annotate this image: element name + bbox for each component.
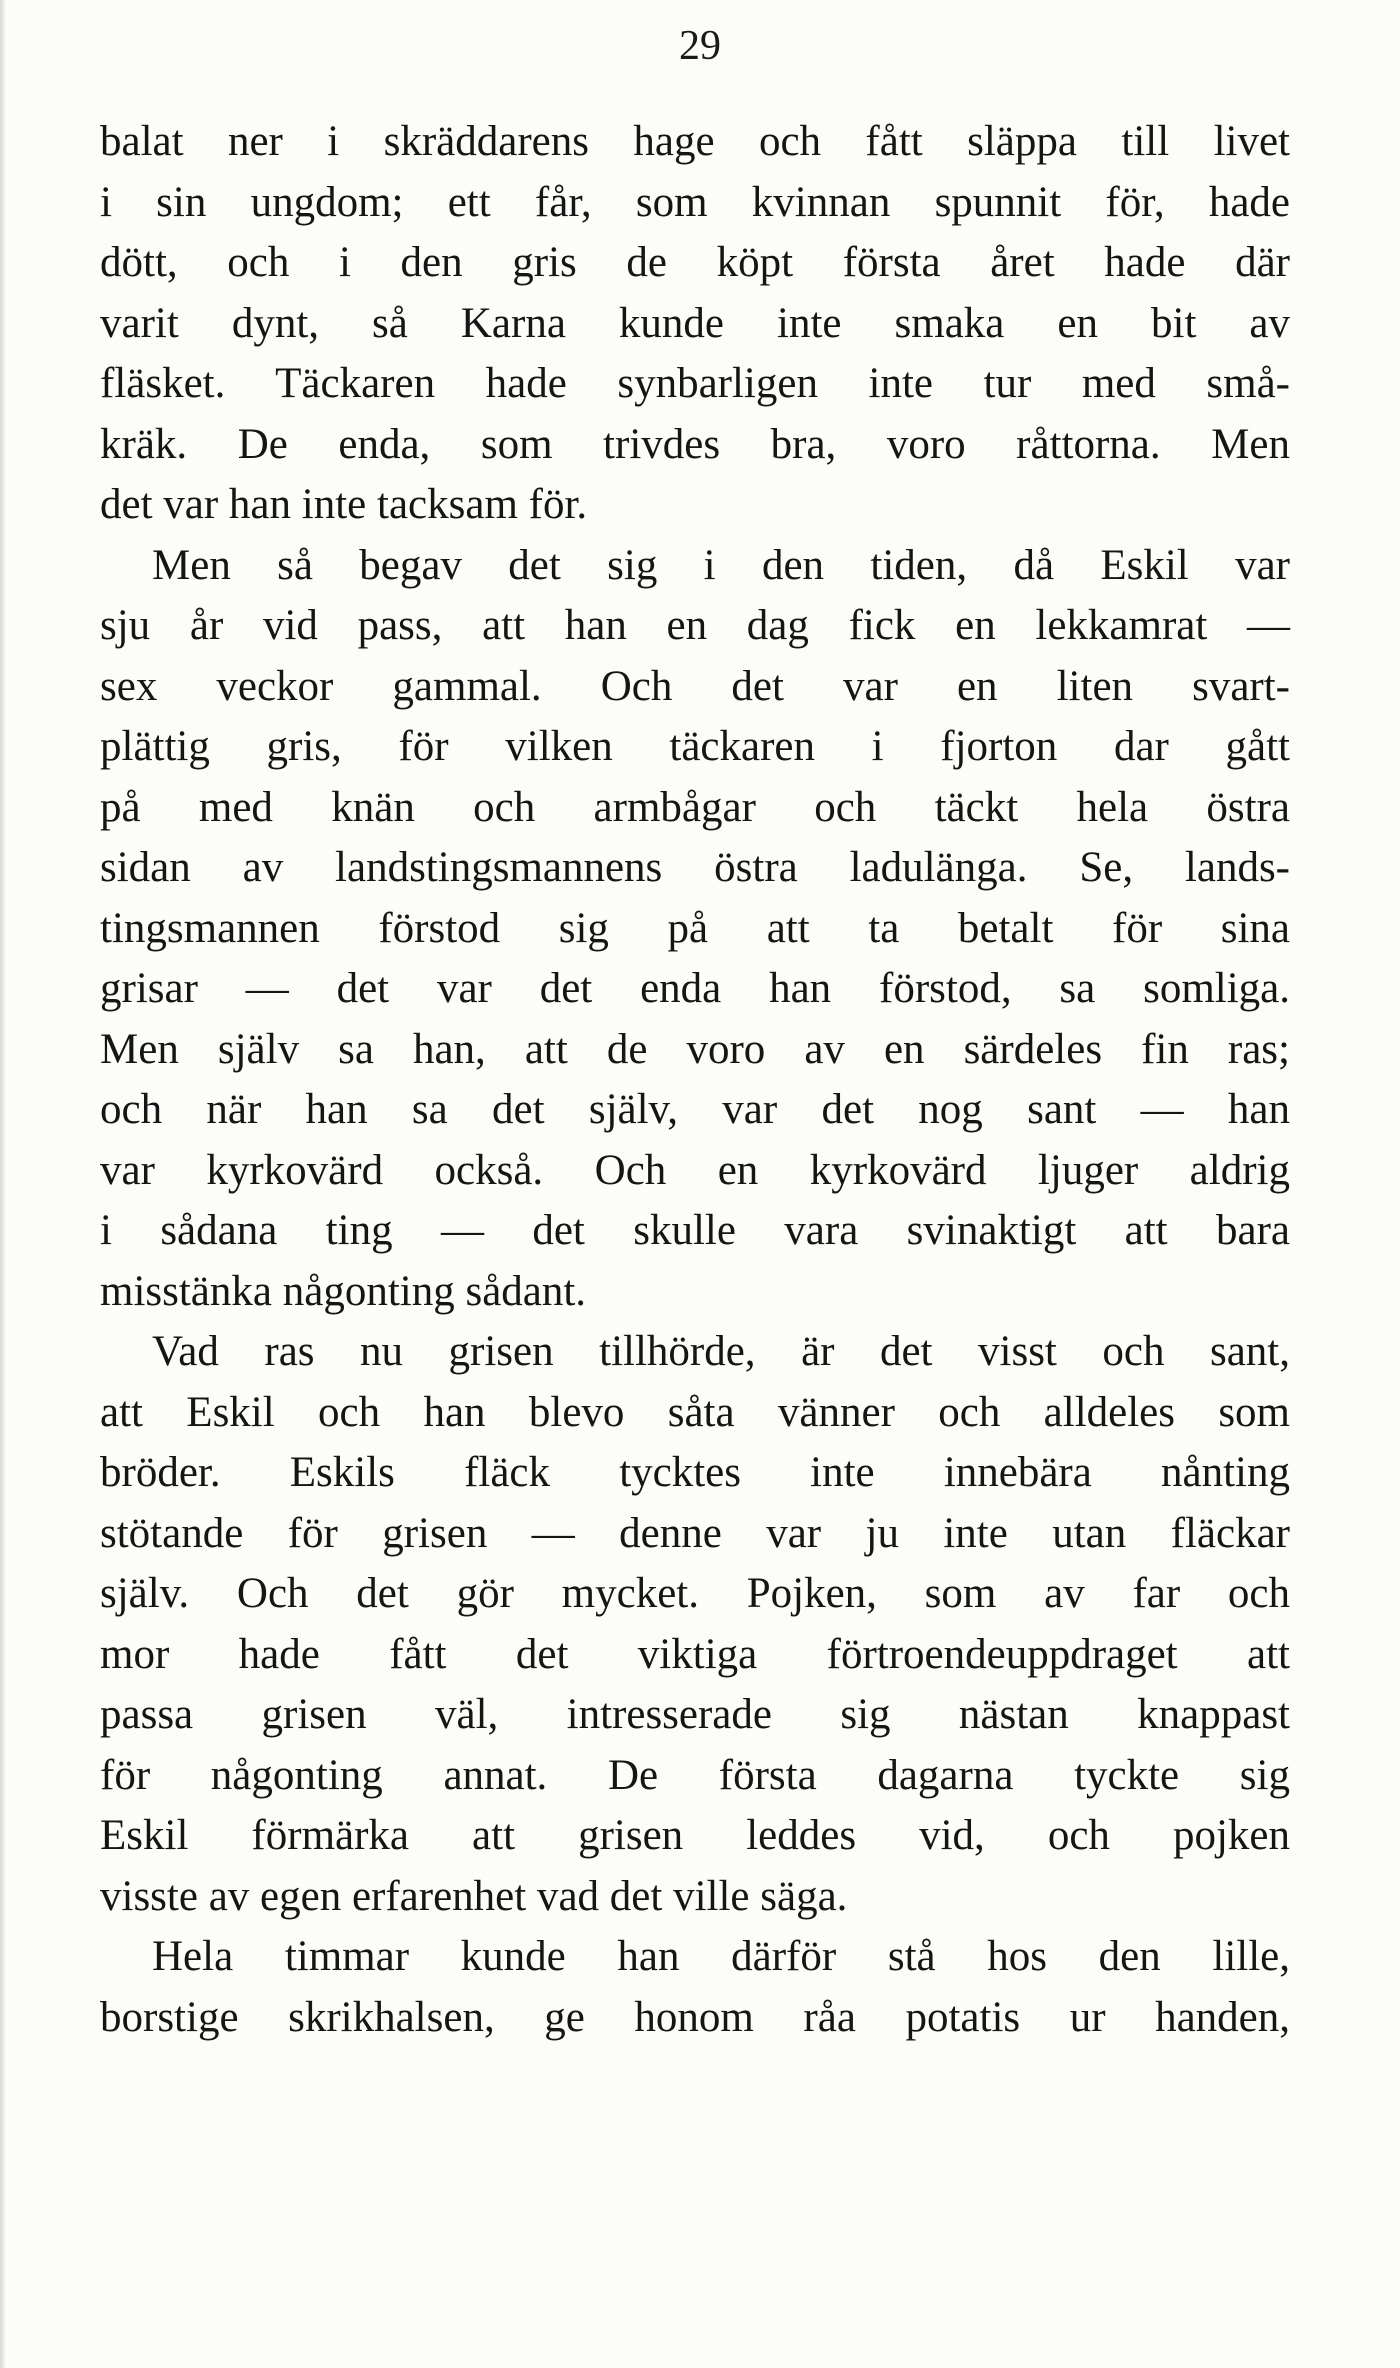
text-line: misstänka någonting sådant. bbox=[100, 1267, 587, 1315]
text-line: själv. Och det gör mycket. Pojken, som av far och bbox=[100, 1570, 1290, 1617]
body-text bbox=[100, 112, 1290, 2048]
text-line: på med knän och armbågar och täckt hela östra bbox=[100, 783, 1290, 831]
text-line: passa grisen väl, intresserade sig nästan knappast bbox=[100, 1691, 1290, 1738]
text-line: Eskil förmärka att grisen leddes vid, och pojken bbox=[100, 1812, 1290, 1859]
text-line: att Eskil och han blevo såta vänner och alldeles som bbox=[100, 1388, 1290, 1436]
text-line: sju år vid pass, att han en dag fick en lekkamrat — bbox=[100, 602, 1290, 649]
text-line: Men själv sa han, att de voro av en särdeles fin ras; bbox=[100, 1025, 1290, 1073]
text-line: sidan av landstingsmannens östra ladulänga. Se, lands- bbox=[100, 844, 1290, 891]
text-line: sex veckor gammal. Och det var en liten svart- bbox=[100, 662, 1290, 710]
text-line: plättig gris, för vilken täckaren i fjorton dar gått bbox=[100, 723, 1290, 770]
text-line: dött, och i den gris de köpt första året hade där bbox=[100, 239, 1290, 286]
text-line: för någonting annat. De första dagarna tyckte sig bbox=[100, 1751, 1290, 1799]
text-line: stötande för grisen — denne var ju inte utan fläckar bbox=[100, 1509, 1290, 1557]
text-line: balat ner i skräddarens hage och fått släppa till livet bbox=[100, 118, 1290, 165]
text-line: det var han inte tacksam för. bbox=[100, 481, 588, 528]
page-edge bbox=[0, 0, 6, 2368]
text-line: var kyrkovärd också. Och en kyrkovärd ljuger aldrig bbox=[100, 1146, 1290, 1194]
text-line: Men så begav det sig i den tiden, då Eskil var bbox=[152, 541, 1290, 589]
text-line: varit dynt, så Karna kunde inte smaka en bit av bbox=[100, 299, 1290, 347]
text-line: bröder. Eskils fläck tycktes inte innebära nånting bbox=[100, 1449, 1290, 1496]
text-line: i sådana ting — det skulle vara svinaktigt att bara bbox=[100, 1207, 1290, 1254]
text-line: tingsmannen förstod sig på att ta betalt för sina bbox=[100, 904, 1290, 952]
text-line: Vad ras nu grisen tillhörde, är det visst och sant, bbox=[152, 1328, 1290, 1375]
text-line: Hela timmar kunde han därför stå hos den lille, bbox=[152, 1933, 1290, 1980]
text-line: mor hade fått det viktiga förtroendeuppdraget att bbox=[100, 1630, 1290, 1678]
text-line: och när han sa det själv, var det nog sant — han bbox=[100, 1086, 1290, 1133]
text-line: visste av egen erfarenhet vad det ville säga. bbox=[100, 1872, 848, 1920]
text-line: kräk. De enda, som trivdes bra, voro råttorna. Men bbox=[100, 420, 1290, 468]
text-line: fläsket. Täckaren hade synbarligen inte tur med små- bbox=[100, 360, 1290, 407]
text-line: borstige skrikhalsen, ge honom råa potatis ur handen, bbox=[100, 1993, 1290, 2041]
text-line: grisar — det var det enda han förstod, sa somliga. bbox=[100, 965, 1290, 1012]
page-number: 29 bbox=[679, 23, 721, 69]
text-line: i sin ungdom; ett får, som kvinnan spunnit för, hade bbox=[100, 178, 1290, 226]
